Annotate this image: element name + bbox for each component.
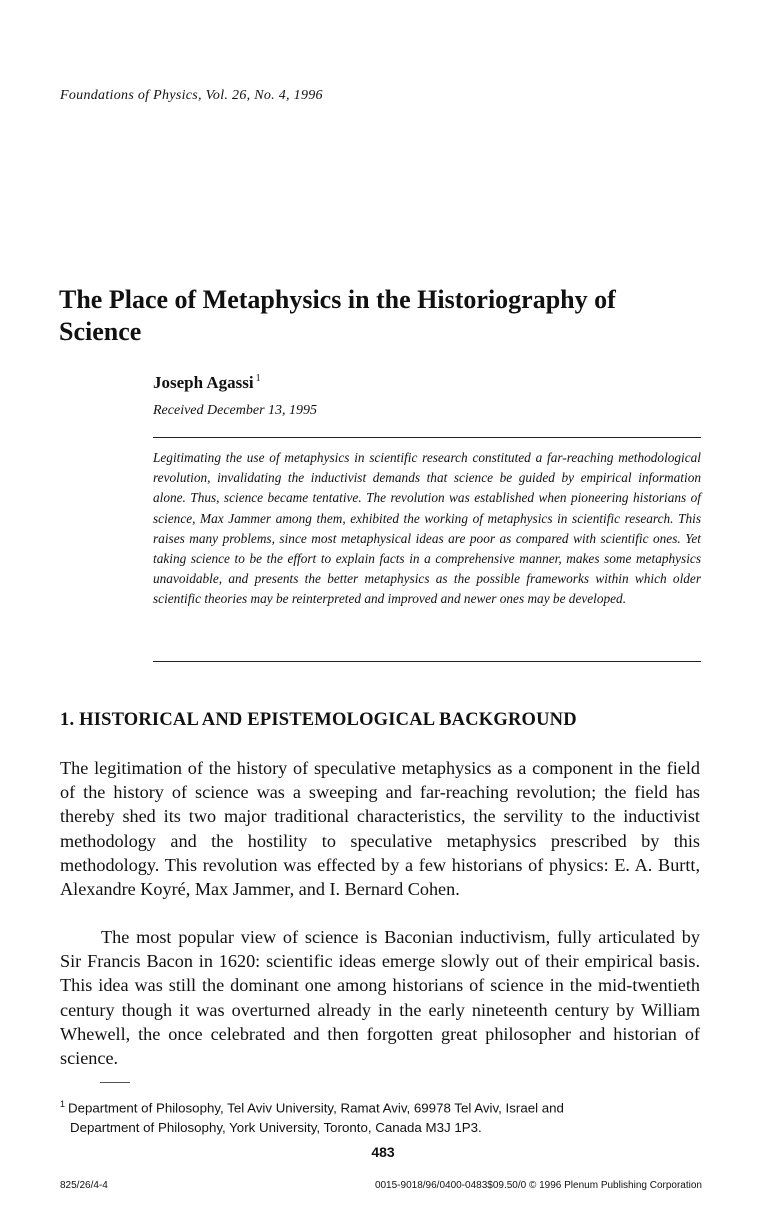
footnote (60, 1095, 702, 1137)
author-name-text: Joseph Agassi (153, 373, 254, 392)
footnote-text-1: Department of Philosophy, Tel Aviv University, Ramat Aviv, 69978 Tel Aviv, Israel and (68, 1100, 564, 1116)
abstract-top-rule (153, 437, 701, 438)
abstract: Legitimating the use of metaphysics in scientific research constituted a far-reaching methodological revolution, invalidating the inductivist demands that science be guided by empirical information alone. Thus, science became tentative. The revolution was established when pioneering historians of science, Max Jammer among them, exhibited the working of metaphysics in scientific research. This raises many problems, since most metaphysical ideas are poor as compared with scientific ones. Yet taking science to be the effort to explain facts in a comprehensive manner, makes some metaphysics unavoidable, and presents the better metaphysics as the possible frameworks within which older scientific theories may be reinterpreted and improved and newer ones may be developed. (153, 450, 701, 607)
page-number: 483 (371, 1144, 395, 1160)
abstract-bottom-rule (153, 661, 701, 662)
footnote-line-2: Department of Philosophy, York University, Toronto, Canada M3J 1P3. (70, 1119, 482, 1135)
footnote-line-1 (60, 1095, 702, 1118)
copyright-line: 0015-9018/96/0400-0483$09.50/0 © 1996 Plenum Publishing Corporation (374, 1180, 702, 1191)
body-paragraph-2: The most popular view of science is Baconian inductivism, fully articulated by Sir Francis Bacon in 1620: scientific ideas emerge slowly out of their empirical basis. This idea was still the dominant one among historians of science in the mid-twentieth century though it was overturned already in the early nineteenth century by William Whewell, the once celebrated and then forgotten great philosopher and historian of science. (60, 927, 700, 1069)
print-code: 825/26/4-4 (60, 1180, 108, 1191)
author-footnote-mark: 1 (255, 373, 261, 385)
article-title: The Place of Metaphysics in the Historiography of Science (59, 285, 616, 346)
footnote-mark: 1 (60, 1099, 66, 1109)
footnote-divider (100, 1082, 130, 1083)
author-name (153, 373, 261, 393)
journal-citation: Foundations of Physics, Vol. 26, No. 4, 1996 (60, 88, 323, 103)
received-date: Received December 13, 1995 (153, 403, 318, 418)
section-heading: 1. HISTORICAL AND EPISTEMOLOGICAL BACKGROUND (60, 710, 577, 730)
body-paragraph-1: The legitimation of the history of speculative metaphysics as a component in the field of the history of science was a sweeping and far-reaching revolution; the field has thereby shed its two major traditional characteristics, the servility to the inductivist methodology and the hostility to speculative metaphysics prescribed by this methodology. This revolution was effected by a few historians of physics: E. A. Burtt, Alexandre Koyré, Max Jammer, and I. Bernard Cohen. (60, 758, 700, 900)
